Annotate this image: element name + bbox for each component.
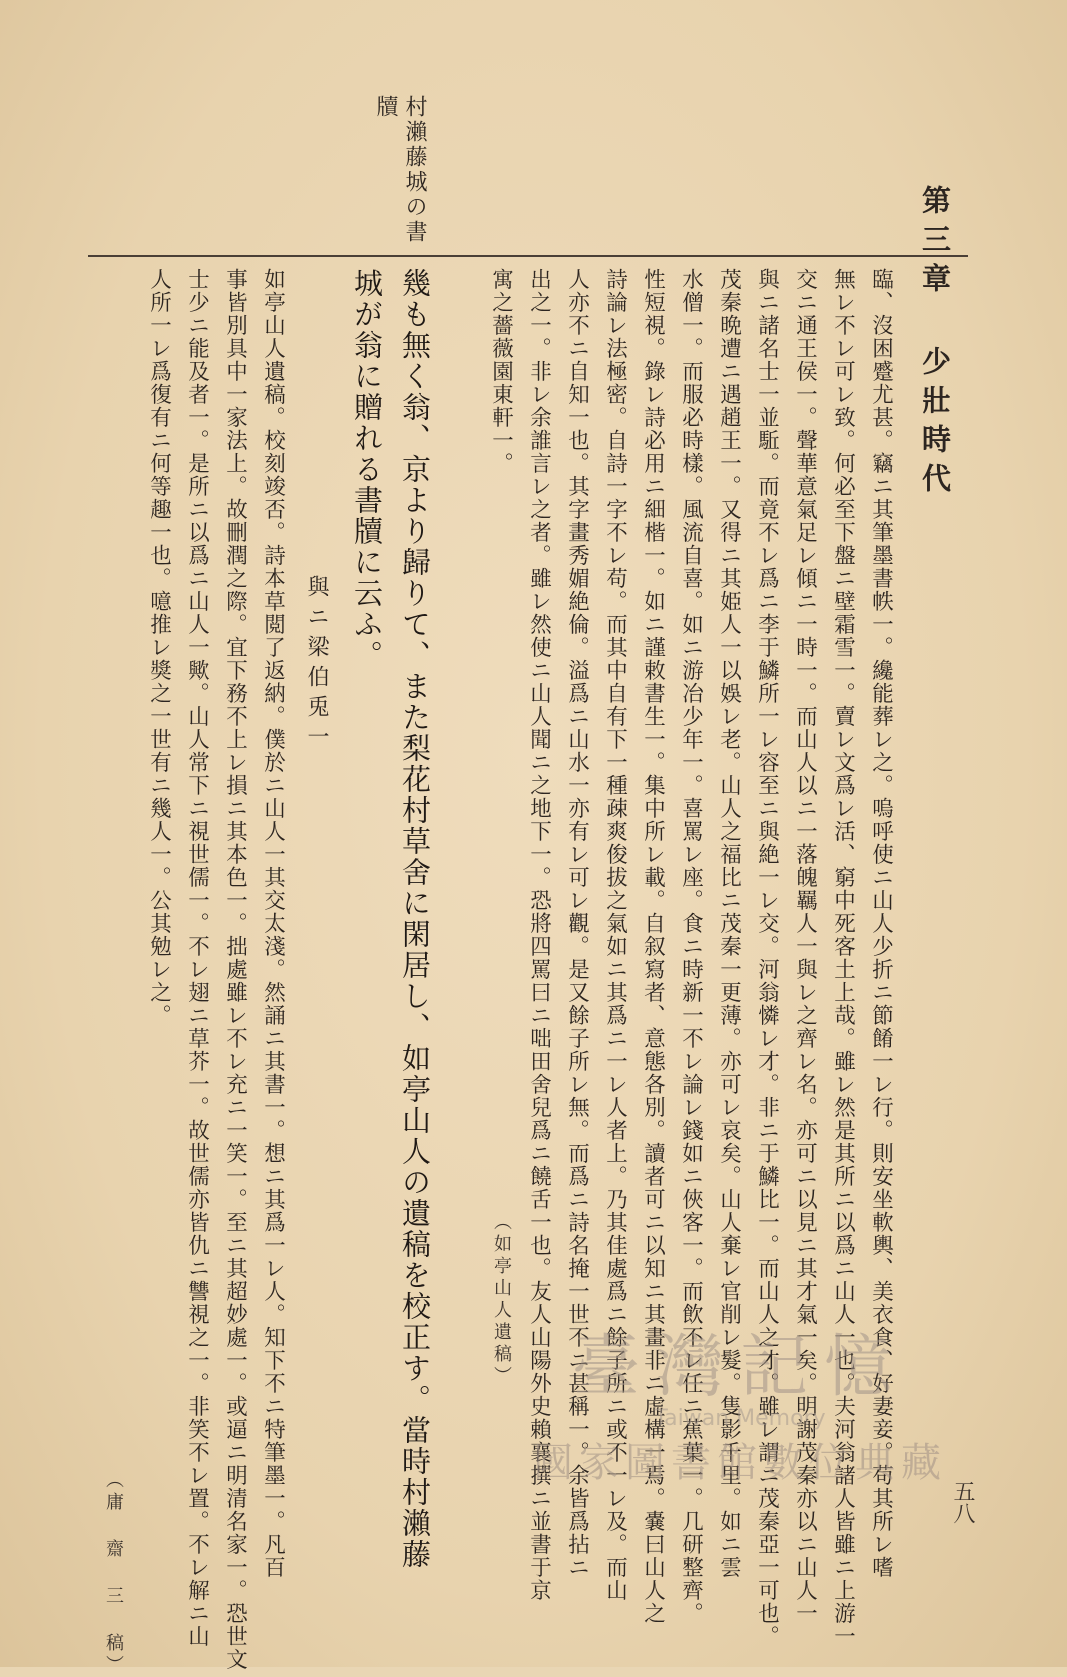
text-column-1: 臨、沒困蹙尤甚。竊ニ其筆墨書帙一。纔能葬レ之。嗚呼使ニ山人少折ニ節餚一レ行。則安坐軟輿、美衣食、好妻妾。苟其所レ嗜 [868,268,894,1579]
chapter-title: 第三章 少壯時代 [918,185,952,502]
intro-line-2: 城が翁に贈れる書牘に云ふ。 [350,268,384,671]
letter-column-2: 事皆別具中一家法上。故刪潤之際。宜下務不上レ損ニ其本色一。拙處雖レ不レ充ニ一笑一。至ニ其超妙處一。或逼ニ明清名家一。恐世文 [222,268,248,1671]
text-column-2: 無レ不レ可レ致。何必至下盤ニ壁霜雪一。賣レ文爲レ活、窮中死客土上哉。雖レ然是其所ニ以爲ニ山人一也。夫河翁諸人皆雖ニ上游一 [830,268,856,1648]
letter-column-3: 士少ニ能及者一。是所ニ以爲ニ山人一歟。山人常下ニ視世儒一。不レ翅ニ草芥一。故世儒亦皆仇ニ讐視之一。非笑不レ置。不レ解ニ山 [184,268,210,1648]
text-column-5: 茂秦晩遭ニ遇趙王一。又得ニ其姫人一以娛レ老。山人之福比ニ茂秦一更薄。亦可レ哀矣。山人棄レ官削レ髮。隻影千里。如ニ雲 [716,268,742,1579]
text-column-10: 出之一。非レ余誰言レ之者。雖レ然使ニ山人聞ニ之地下一。恐將四罵曰ニ咄田舍兒爲ニ饒舌一也。友人山陽外史賴襄撰ニ並書于京 [526,268,552,1602]
text-column-7: 性短視。錄レ詩必用ニ細楷一。如ニ謹敕書生一。集中所レ載。自叙寫者、意態各別。讀者可ニ以知ニ其畫非ニ虛構一焉。嚢曰山人之 [640,268,666,1625]
side-heading-line-2: 牘 [373,95,398,120]
text-column-4: 與ニ諸名士一並駈。而竟不レ爲ニ李于鱗所一レ容至ニ與絶一レ交。河翁憐レ才。非ニ于鱗比一。而山人之才。雖レ謂ニ茂秦亞一可也。 [754,268,780,1648]
header-rule [88,255,968,257]
text-column-3: 交ニ通王侯一。聲華意氣足レ傾ニ一時一。而山人以ニ一落魄羈人一與レ之齊レ名。亦可ニ以見ニ其才氣一矣。明謝茂秦亦以ニ山人一 [792,268,818,1625]
watermark-institution: 國家圖書館數位典藏 [533,1439,947,1486]
text-column-9: 人亦不ニ自知一也。其字畫秀媚絶倫。溢爲ニ山水一亦有レ可レ觀。是又餘子所レ無。而爲ニ詩名掩一世不ニ甚稱一。余皆爲拈ニ [564,268,590,1579]
text-column-6: 水僧一。而服必時樣。風流自喜。如ニ游冶少年一。喜罵レ座。食ニ時新一不レ論レ錢如ニ俠客一。而飲不レ任ニ蕉葉一。几研整齊。 [678,268,704,1625]
text-column-11: 寓之薔薇園東軒一。 [488,268,514,475]
citation-source-1: （如亭山人遺稿） [491,1212,512,1388]
watermark-title: 臺灣記憶 [571,1327,908,1407]
watermark-english: Taiwan Memory [654,1405,826,1431]
letter-column-4: 人所一レ爲復有ニ何等趣一也。噫推レ獎之一世有ニ幾人一。公其勉レ之。 [146,268,172,1027]
letter-title: 與ニ梁伯兎一 [304,575,329,755]
side-heading-line-1: 村瀨藤城の書 [402,95,427,245]
text-column-8: 詩論レ法極密。自詩一字不レ苟。而其中自有下一種疎爽俊拔之氣如ニ其爲ニ一レ人者上。乃其佳處爲ニ餘子所ニ或不一レ及。而山 [602,268,628,1602]
letter-column-1: 如亭山人遺稿。校刻竣否。詩本草閲了返納。僕於ニ山人一其交太淺。然誦ニ其書一。想ニ其爲一レ人。知下不ニ特筆墨一。凡百 [260,268,286,1579]
intro-line-1: 幾も無く翁、京より歸りて、また梨花村草舍に閑居し、如亭山人の遺稿を校正す。當時村瀨藤 [398,268,432,1570]
page-number: 五八 [950,1480,975,1524]
citation-source-2: （庸 齋 三 稿） [103,1470,124,1677]
